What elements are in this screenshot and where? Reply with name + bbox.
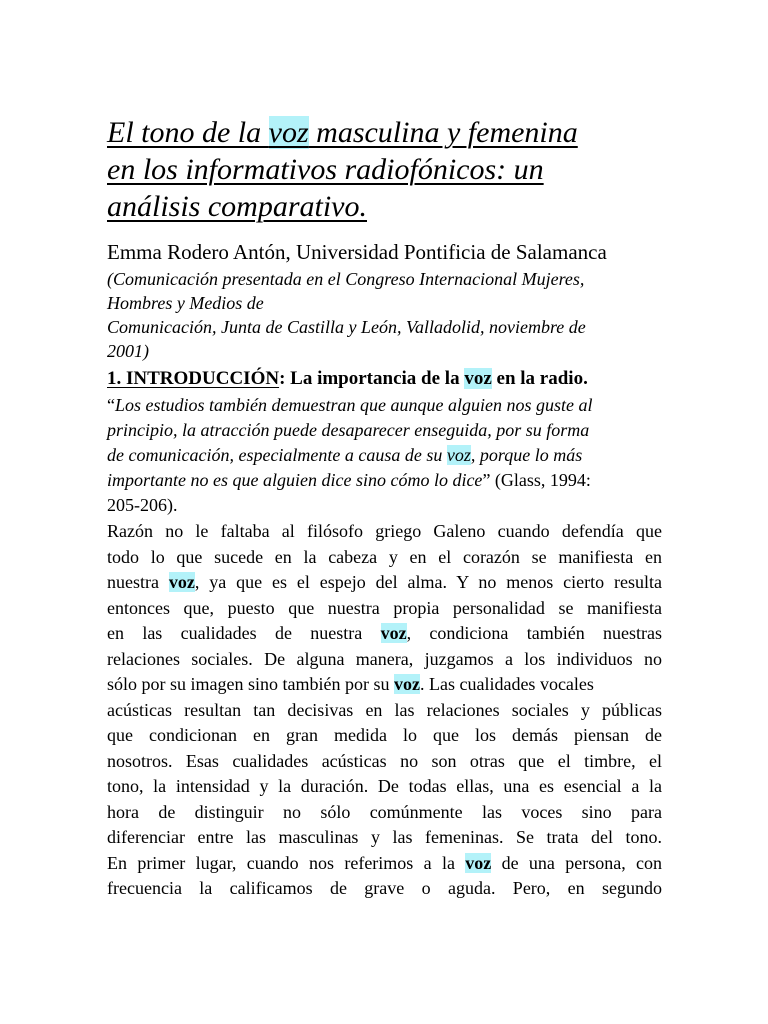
body-line-1: Razón no le faltaba al filósofo griego Galeno cuando defendía que <box>107 521 662 541</box>
author-line: Emma Rodero Antón, Universidad Pontificia de Salamanca <box>107 240 607 264</box>
body-line-2: todo lo que sucede en la cabeza y en el corazón se manifiesta en <box>107 546 662 567</box>
body-line-4: entonces que, puesto que nuestra propia personalidad se manifiesta <box>107 597 662 618</box>
body-line-3-post: , ya que es el espejo del alma. Y no menos cierto resulta <box>194 572 663 592</box>
presentation-note <box>107 267 662 363</box>
quote-text-3-post: , porque lo más <box>470 445 583 465</box>
body-line-9: que condicionan en gran medida lo que los demás piensan de <box>107 725 662 745</box>
note-line-4: 2001) <box>107 341 149 361</box>
body-line-5-pre: en las cualidades de nuestra <box>107 623 381 643</box>
quote-text-2: principio, la atracción puede desaparecer enseguida, por su forma <box>107 420 590 440</box>
quote-line-5: 205-206). <box>107 495 178 515</box>
section-heading <box>107 366 667 392</box>
quote-line-1 <box>107 393 662 418</box>
section-heading-highlight: voz <box>464 368 492 389</box>
body-line-10: nosotros. Esas cualidades acústicas no son otras que el timbre, el <box>107 750 662 771</box>
body-line-3 <box>107 570 662 596</box>
body-line-14-pre: En primer lugar, cuando nos referimos a la <box>107 852 466 873</box>
epigraph-quote <box>107 393 662 518</box>
quote-text-1: Los estudios también demuestran que aunque alguien nos guste al <box>115 395 593 415</box>
title-highlight-voz: voz <box>268 116 309 149</box>
title-line1-rest: masculina y femenina <box>308 116 578 149</box>
quote-text-3-pre: de comunicación, especialmente a causa de su <box>107 445 447 465</box>
body-line-8: acústicas resultan tan decisivas en las relaciones sociales y públicas <box>107 699 662 720</box>
quote-text-4: importante no es que alguien dice sino cómo lo dice <box>107 470 483 490</box>
keyword-voz: voz <box>393 674 420 694</box>
body-line-3-pre: nuestra <box>107 572 169 592</box>
document-title <box>107 114 667 225</box>
body-paragraph <box>107 519 662 902</box>
body-line-11: tono, la intensidad y la duración. De todas ellas, una es esencial a la <box>107 776 662 796</box>
title-text-pre: El tono de la <box>107 116 269 149</box>
body-line-14 <box>107 851 662 877</box>
quote-open-mark: “ <box>107 395 115 415</box>
keyword-voz: voz <box>465 852 492 873</box>
body-line-5 <box>107 621 662 647</box>
body-line-12: hora de distinguir no sólo comúnmente las voces sino para <box>107 801 662 822</box>
quote-line-4 <box>107 468 662 493</box>
note-line-1: (Comunicación presentada en el Congreso Internacional Mujeres, <box>107 269 585 289</box>
title-line3: análisis comparativo. <box>107 190 367 223</box>
title-line2: en los informativos radiofónicos: un <box>107 153 544 186</box>
keyword-voz: voz <box>168 572 195 592</box>
quote-line-3 <box>107 443 662 468</box>
body-line-7 <box>107 672 662 698</box>
body-line-15: frecuencia la calificamos de grave o aguda. Pero, en segundo <box>107 878 662 898</box>
body-line-13: diferenciar entre las masculinas y las femeninas. Se trata del tono. <box>107 827 662 847</box>
section-heading-post: en la radio. <box>491 368 588 389</box>
body-line-6: relaciones sociales. De alguna manera, juzgamos a los individuos no <box>107 648 662 669</box>
quote-highlight-voz: voz <box>446 445 471 465</box>
keyword-voz: voz <box>380 623 407 643</box>
body-line-14-post: de una persona, con <box>491 852 663 873</box>
body-line-7-pre: sólo por su imagen sino también por su <box>107 674 394 694</box>
body-line-7-post: . Las cualidades vocales <box>419 674 594 694</box>
body-line-5-post: , condiciona también nuestras <box>406 623 663 643</box>
quote-line-2 <box>107 418 662 443</box>
note-line-2: Hombres y Medios de <box>107 293 264 313</box>
note-line-3: Comunicación, Junta de Castilla y León, Valladolid, noviembre de <box>107 317 586 337</box>
section-number-label: 1. INTRODUCCIÓN <box>107 368 280 389</box>
section-heading-pre: : La importancia de la <box>279 368 465 389</box>
quote-citation: ” (Glass, 1994: <box>482 470 591 490</box>
